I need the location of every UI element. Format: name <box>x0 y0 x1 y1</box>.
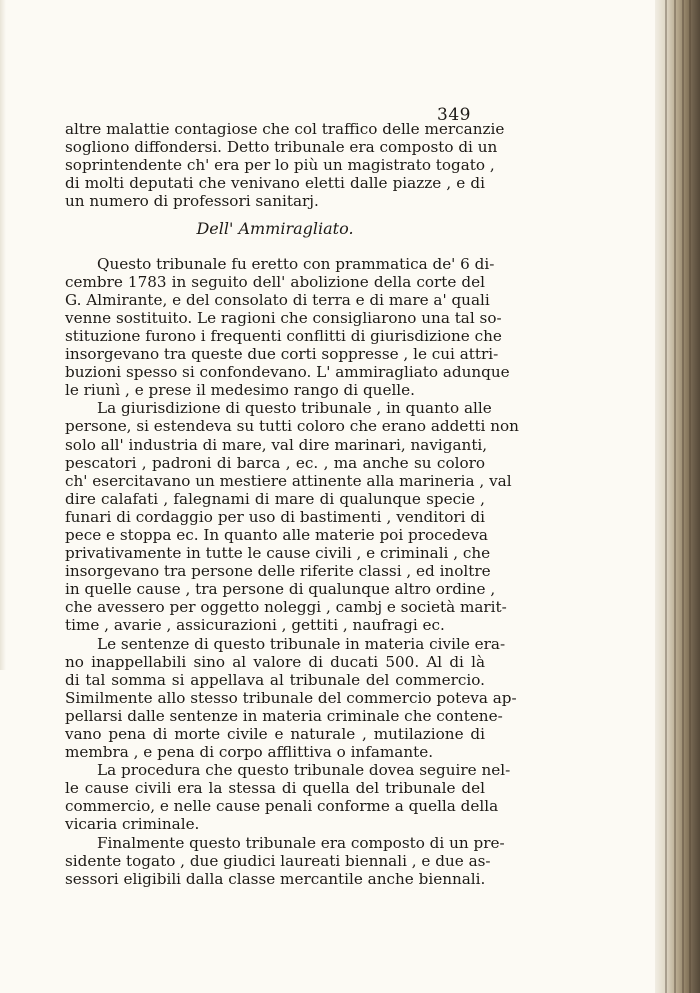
text-line: stituzione furono i frequenti conflitti di giurisdizione che <box>65 326 502 345</box>
text-line: cembre 1783 in seguito dell' abolizione della corte del <box>65 272 485 291</box>
text-line: le cause civili era la stessa di quella del tribunale del <box>65 779 485 798</box>
text-line: membra , e pena di corpo afflittiva o infamante. <box>65 743 434 762</box>
text-line: di molti deputati che venivano eletti dalle piazze , e di <box>65 174 485 193</box>
text-line: sogliono diffondersi. Detto tribunale era composto di un <box>65 138 498 157</box>
text-line: di tal somma si appellava al tribunale del commercio. <box>65 670 485 689</box>
text-line: soprintendente ch' era per lo più un magistrato togato , <box>65 156 495 175</box>
text-line: pellarsi dalle sentenze in materia criminale che contene- <box>65 706 503 725</box>
text-line: Le sentenze di questo tribunale in materia civile era- <box>97 634 506 653</box>
text-line: solo all' industria di mare, val dire marinari, naviganti, <box>65 435 488 454</box>
text-line: che avessero per oggetto noleggi , cambj e società marit- <box>65 598 507 617</box>
text-line: pescatori , padroni di barca , ec. , ma anche su coloro <box>65 453 485 472</box>
text-line: le riunì , e prese il medesimo rango di quelle. <box>65 381 415 400</box>
text-line: ch' esercitavano un mestiere attinente alla marineria , val <box>65 471 512 490</box>
text-line: La giurisdizione di questo tribunale , in quanto alle <box>97 399 492 418</box>
text-line: funari di cordaggio per uso di bastimenti , venditori di <box>65 507 485 526</box>
text-line: time , avarie , assicurazioni , gettiti , naufragi ec. <box>65 616 445 635</box>
text-line: vano pena di morte civile e naturale , mutilazione di <box>65 725 485 743</box>
text-line: G. Almirante, e del consolato di terra e di mare a' quali <box>65 290 490 309</box>
page-left-shadow <box>0 0 6 670</box>
book-edge <box>655 0 700 993</box>
text-line: altre malattie contagiose che col traffico delle mercanzie <box>65 120 505 138</box>
text-line: dire calafati , falegnami di mare di qualunque specie , <box>65 489 485 508</box>
text-line: Similmente allo stesso tribunale del commercio poteva ap- <box>65 688 517 707</box>
text-line: no inappellabili sino al valore di ducati 500. Al di là <box>65 652 485 671</box>
text-line: Questo tribunale fu eretto con prammatica de' 6 di- <box>97 254 495 273</box>
text-line: privativamente in tutte le cause civili , e criminali , che <box>65 544 491 563</box>
text-line: vicaria criminale. <box>65 815 200 834</box>
text-line: in quelle cause , tra persone di qualunque altro ordine , <box>65 580 496 599</box>
text-line: venne sostituito. Le ragioni che consigliarono una tal so- <box>65 308 502 327</box>
text-line: insorgevano tra persone delle riferite classi , ed inoltre <box>65 562 491 581</box>
text-line: persone, si estendeva su tutti coloro che erano addetti non <box>65 417 519 436</box>
text-line: Finalmente questo tribunale era composto di un pre- <box>97 833 505 852</box>
section-heading: Dell' Ammiragliato. <box>196 219 354 239</box>
text-line: sessori eligibili dalla classe mercantile anche biennali. <box>65 869 486 888</box>
text-line: commercio, e nelle cause penali conforme a quella della <box>65 797 499 816</box>
text-line: La procedura che questo tribunale dovea seguire nel- <box>97 761 511 780</box>
text-line: pece e stoppa ec. In quanto alle materie poi procedeva <box>65 525 488 544</box>
page-number: 349 <box>437 105 471 125</box>
text-line: insorgevano tra queste due corti soppresse , le cui attri- <box>65 345 499 364</box>
page-text <box>65 120 519 888</box>
text-line: un numero di professori sanitarj. <box>65 192 319 211</box>
text-line: buzioni spesso si confondevano. L' ammiragliato adunque <box>65 363 510 382</box>
text-line: sidente togato , due giudici laureati biennali , e due as- <box>65 851 491 870</box>
